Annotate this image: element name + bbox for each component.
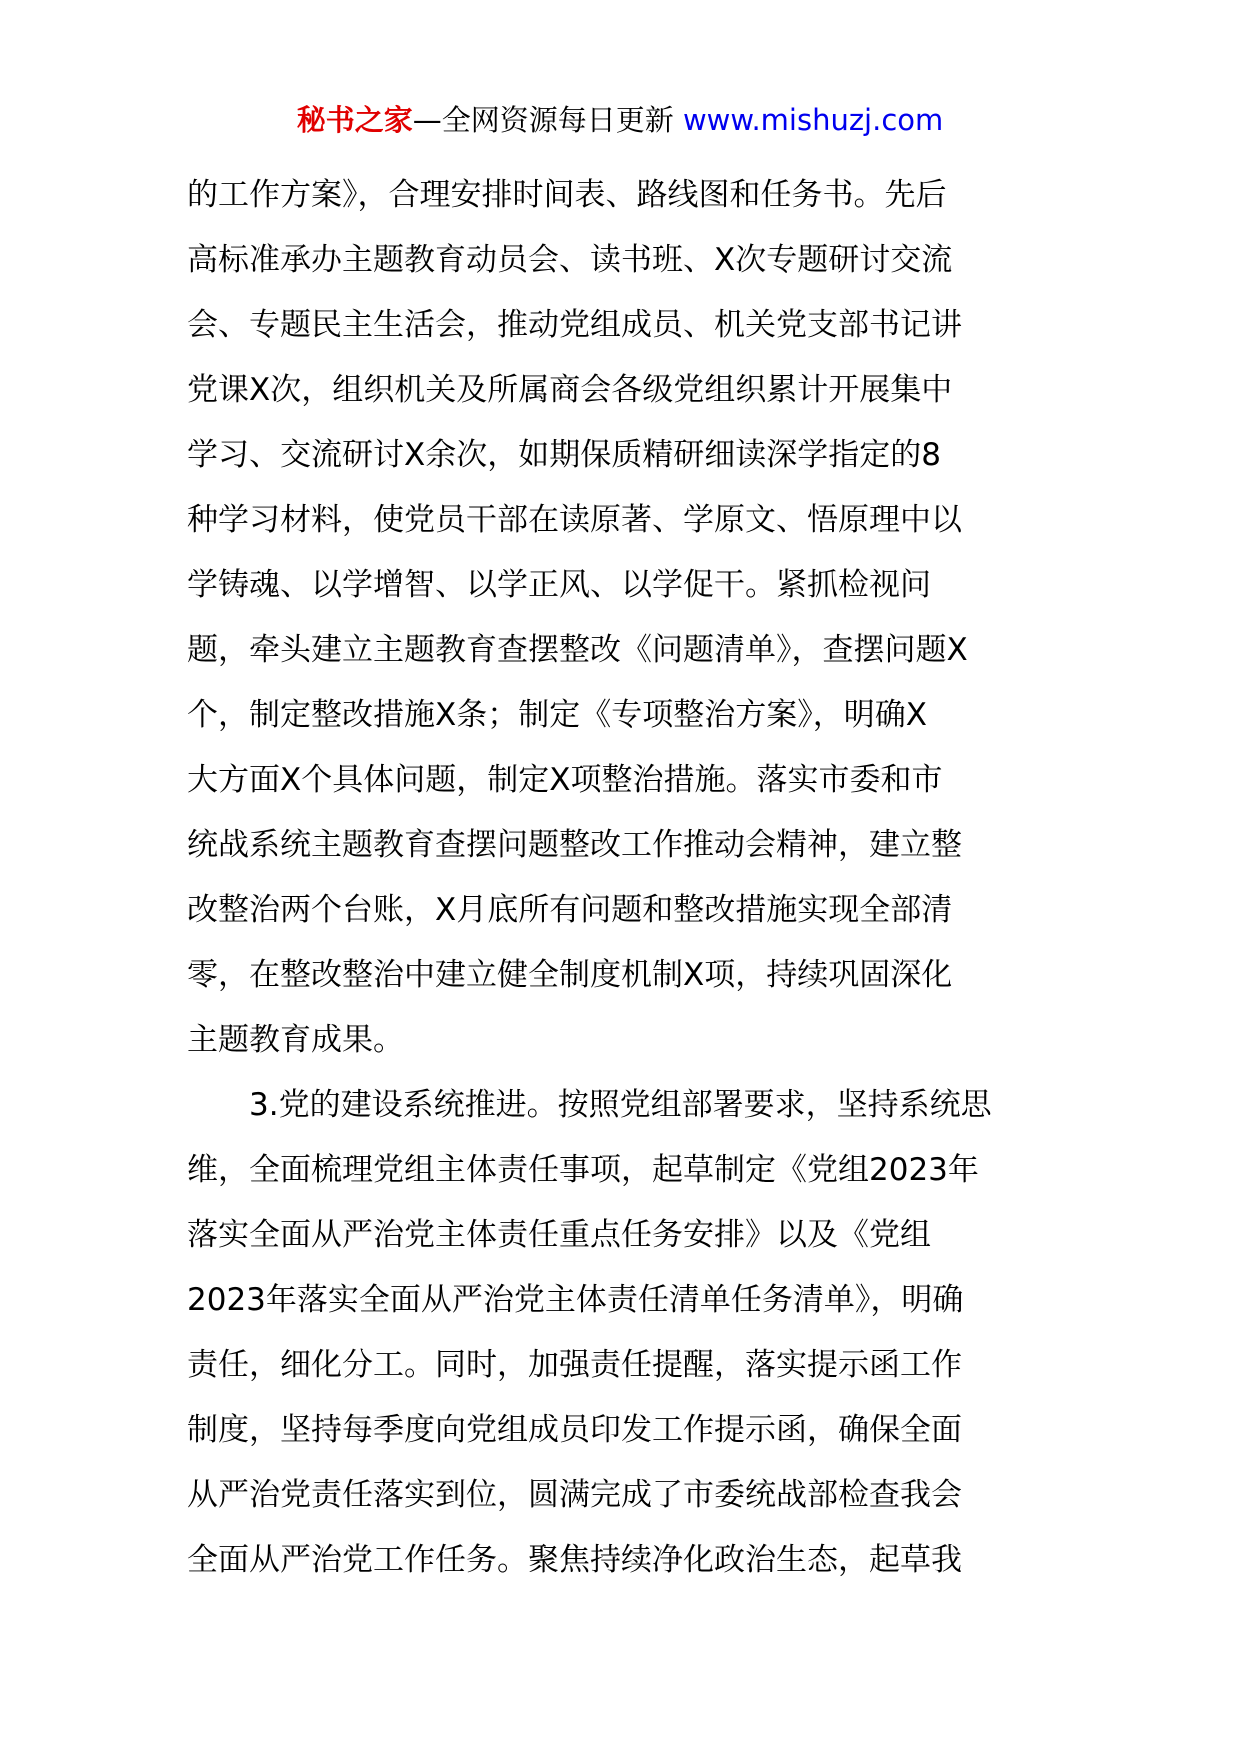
paragraph-end-line: 主题教育成果。 [187,1022,404,1058]
section-heading-line: 3.党的建设系统推进。按照党组部署要求，坚持系统思 [249,1087,992,1123]
text-line: 会、专题民主生活会，推动党组成员、机关党支部书记讲 [187,307,962,343]
text-line: 2023年落实全面从严治党主体责任清单任务清单》，明确 [187,1282,964,1318]
text-line: 从严治党责任落实到位，圆满完成了市委统战部检查我会 [187,1477,962,1513]
text-line: 零，在整改整治中建立健全制度机制X项，持续巩固深化 [187,957,953,993]
site-brand: 秘书之家 [296,103,413,137]
site-url-link[interactable]: www.mishuzj.com [682,103,944,137]
text-line: 题，牵头建立主题教育查摆整改《问题清单》，查摆问题X [187,632,968,668]
document-body [187,163,1057,1593]
text-line: 改整治两个台账，X月底所有问题和整改措施实现全部清 [187,892,953,928]
text-line: 种学习材料，使党员干部在读原著、学原文、悟原理中以 [187,502,962,538]
text-line: 统战系统主题教育查摆问题整改工作推动会精神，建立整 [187,827,962,863]
text-line: 落实全面从严治党主体责任重点任务安排》以及《党组 [187,1217,931,1253]
site-tagline: —全网资源每日更新 [412,103,683,137]
text-line: 维，全面梳理党组主体责任事项，起草制定《党组2023年 [187,1152,979,1188]
text-line: 的工作方案》，合理安排时间表、路线图和任务书。先后 [187,177,947,213]
text-line: 高标准承办主题教育动员会、读书班、X次专题研讨交流 [187,242,953,278]
text-line: 党课X次，组织机关及所属商会各级党组织累计开展集中 [187,372,953,408]
text-line: 学铸魂、以学增智、以学正风、以学促干。紧抓检视问 [187,567,931,603]
text-line: 责任，细化分工。同时，加强责任提醒，落实提示函工作 [187,1347,962,1383]
text-line: 大方面X个具体问题，制定X项整治措施。落实市委和市 [187,762,943,798]
text-line: 全面从严治党工作任务。聚焦持续净化政治生态，起草我 [187,1542,962,1578]
text-line: 个，制定整改措施X条；制定《专项整治方案》，明确X [187,697,927,733]
watermark-header [0,100,1240,140]
text-line: 学习、交流研讨X余次，如期保质精研细读深学指定的8 [187,437,941,473]
text-line: 制度，坚持每季度向党组成员印发工作提示函，确保全面 [187,1412,962,1448]
